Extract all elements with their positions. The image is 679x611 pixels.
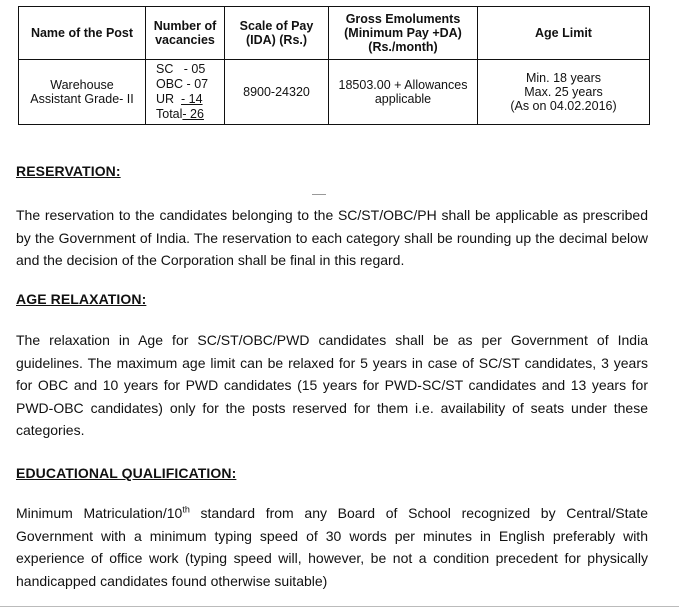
education-heading: EDUCATIONAL QUALIFICATION:	[16, 465, 237, 481]
cell-age-limit	[478, 60, 650, 125]
education-text	[16, 502, 648, 592]
header-age-limit: Age Limit	[478, 7, 650, 60]
cell-emoluments	[329, 60, 478, 125]
vacancy-ur-value: - 14	[181, 92, 203, 106]
cell-vacancies	[146, 60, 225, 125]
header-post-name: Name of the Post	[19, 7, 146, 60]
reservation-text: The reservation to the candidates belonging to the SC/ST/OBC/PH shall be applicable as prescribed by the Government of India. The reservation to each category shall be rounding up the decimal below and the decision of the Corporation shall be final in this regard.	[16, 207, 648, 268]
header-vacancies: Number of vacancies	[146, 7, 225, 60]
cell-post-name	[19, 60, 146, 125]
education-text-start: Minimum Matriculation/10	[16, 505, 183, 521]
education-superscript: th	[182, 504, 190, 515]
emoluments-line: applicable	[374, 92, 432, 106]
reservation-heading: RESERVATION:	[16, 163, 121, 179]
post-name-line: Warehouse	[50, 78, 114, 92]
age-relaxation-text: The relaxation in Age for SC/ST/OBC/PWD candidates shall be as per Government of India guidelines. The maximum age limit can be relaxed for 5 years in case of SC/ST candidates, 3 years for OBC and 10 years for PWD candidates (15 years for PWD-SC/ST candidates and 13 years for PWD-OBC candidates) only for the posts reserved for them i.e. availability of seats under these categories.	[16, 332, 648, 438]
age-line: Max. 25 years	[524, 85, 603, 99]
header-pay-scale: Scale of Pay (IDA) (Rs.)	[225, 7, 329, 60]
vacancy-total	[156, 107, 220, 122]
education-text-rest: standard from any Board of School recognized by Central/State Government with a minimum typing speed of 30 words per minutes in English preferably with experience of office work (typing speed will, however, be not a condition precedent for physically handicapped candidates found otherwise suitable)	[16, 505, 649, 589]
post-name-line: Assistant Grade- II	[30, 92, 134, 106]
vacancy-sc: SC - 05	[156, 62, 206, 76]
vacancy-ur	[156, 92, 220, 107]
posts-table	[18, 6, 650, 125]
age-line: Min. 18 years	[525, 71, 602, 85]
vacancy-ur-label: UR	[156, 92, 181, 106]
age-line: (As on 04.02.2016)	[510, 99, 617, 113]
cell-pay-scale: 8900-24320	[225, 60, 329, 125]
divider	[312, 194, 326, 195]
vacancy-total-label: Total	[156, 107, 183, 121]
header-emoluments: Gross Emoluments (Minimum Pay +DA) (Rs./month)	[329, 7, 478, 60]
page-edge-line	[0, 606, 679, 607]
vacancy-obc: OBC - 07	[156, 77, 209, 91]
vacancy-total-value: - 26	[182, 107, 204, 121]
table-header-row	[19, 7, 650, 60]
table-row	[19, 60, 650, 125]
age-relaxation-heading: AGE RELAXATION:	[16, 291, 147, 307]
emoluments-line: 18503.00 + Allowances	[338, 78, 468, 92]
